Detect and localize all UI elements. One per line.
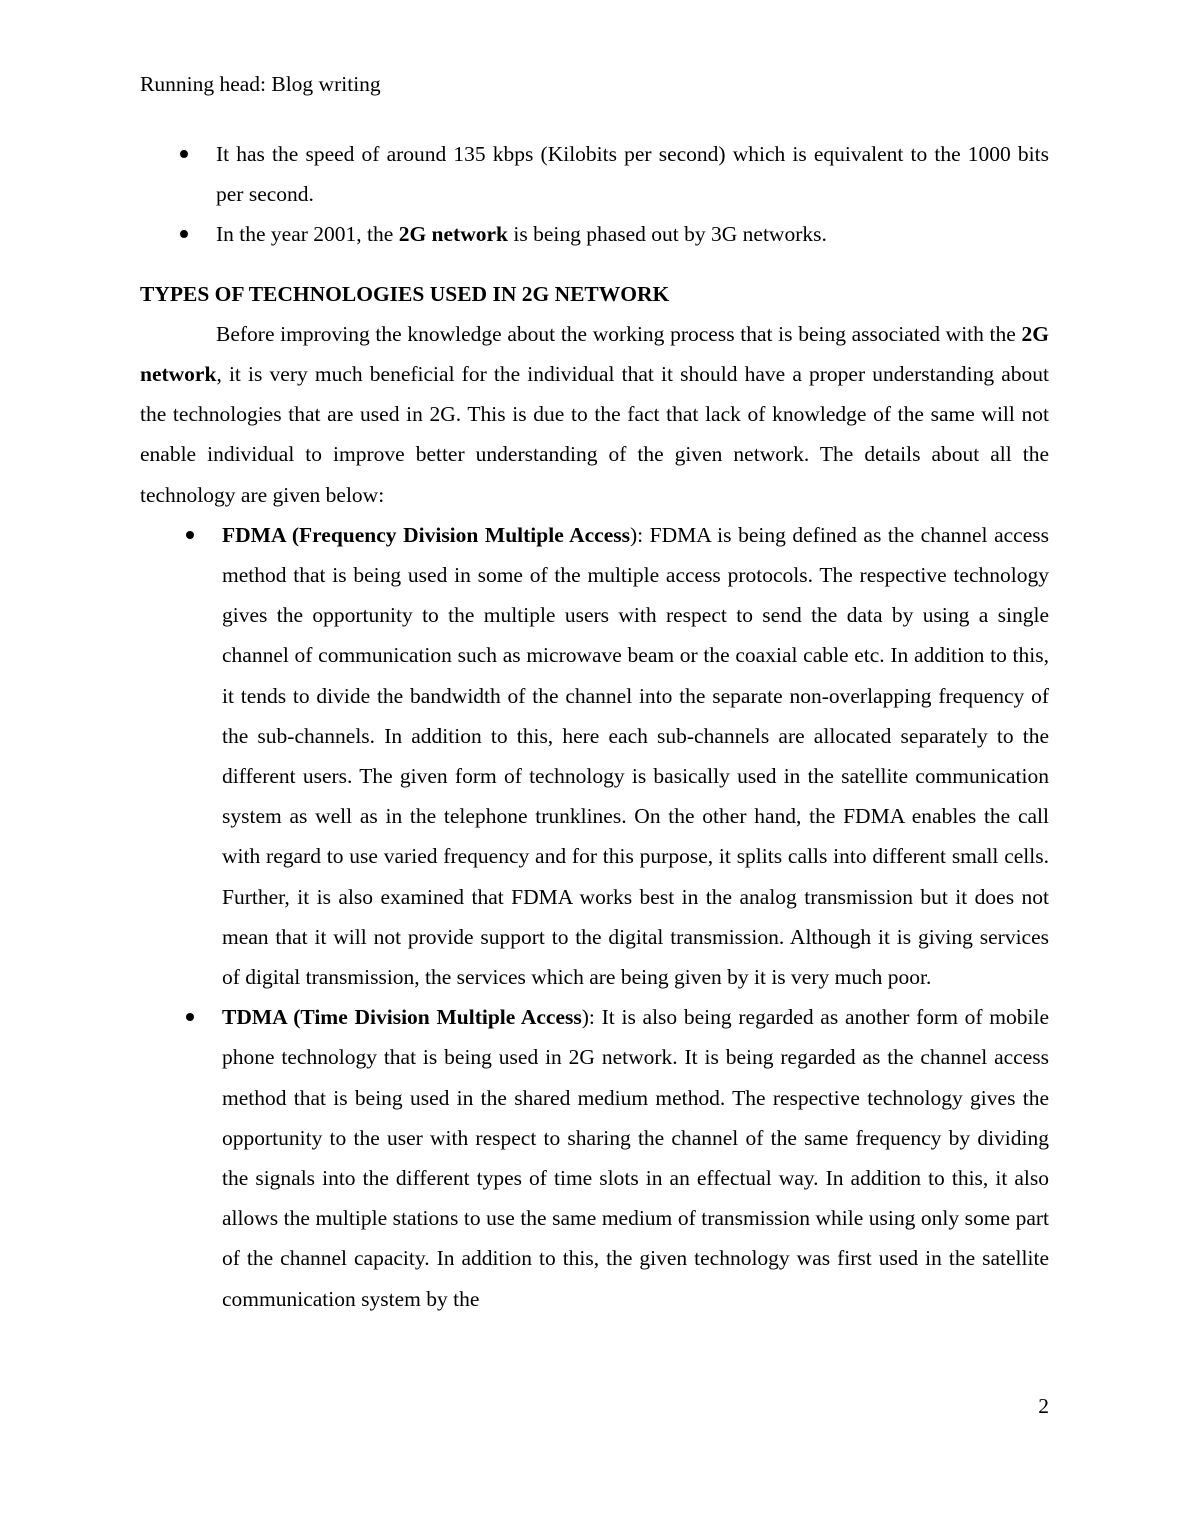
page-number: 2: [1038, 1394, 1049, 1418]
technology-term: FDMA (Frequency Division Multiple Access: [222, 522, 630, 547]
bullet-icon: [186, 1013, 194, 1021]
page-content: [140, 134, 1049, 1319]
list-item-text-pre: In the year 2001, the: [216, 222, 399, 247]
bullet-icon: [186, 531, 194, 539]
bullet-icon: [180, 150, 188, 158]
technology-description: ): FDMA is being defined as the channel access method that is being used in some of the multiple access protocols. The respective technology gives the opportunity to the multiple users with respect to send the data by using a single channel of communication such as microwave beam or the coaxial cable etc. In addition to this, it tends to divide the bandwidth of the channel into the separate non-overlapping frequency of the sub-channels. In addition to this, here each sub-channels are allocated separately to the different users. The given form of technology is basically used in the satellite communication system as well as in the telephone trunklines. On the other hand, the FDMA enables the call with regard to use varied frequency and for this purpose, it splits calls into different small cells. Further, it is also examined that FDMA works best in the analog transmission but it does not mean that it will not provide support to the digital transmission. Although it is giving services of digital transmission, the services which are being given by it is very much poor.: [222, 522, 1049, 990]
technology-term: TDMA (Time Division Multiple Access: [222, 1005, 582, 1030]
list-item-text-post: is being phased out by 3G networks.: [507, 222, 827, 247]
list-item: [140, 997, 1049, 1319]
paragraph-text-pre: Before improving the knowledge about the working process that is being associated with the: [216, 321, 1022, 346]
intro-bullet-list: [140, 134, 1049, 255]
list-item: [140, 515, 1049, 997]
paragraph-text-post: , it is very much beneficial for the individual that it should have a proper understanding about the technologies that are used in 2G. This is due to the fact that lack of knowledge of the same will not enable individual to improve better understanding of the given network. The details about all the technology are given below:: [140, 362, 1049, 507]
bullet-icon: [180, 230, 188, 238]
technology-description: ): It is also being regarded as another form of mobile phone technology that is being used in 2G network. It is being regarded as the channel access method that is being used in the shared medium method. The respective technology gives the opportunity to the user with respect to sharing the channel of the same frequency by dividing the signals into the different types of time slots in an effectual way. In addition to this, it also allows the multiple stations to use the same medium of transmission while using only some part of the channel capacity. In addition to this, the given technology was first used in the satellite communication system by the: [222, 1005, 1050, 1311]
technology-bullet-list: [140, 515, 1049, 1319]
list-item-bold-term: 2G network: [398, 222, 508, 247]
section-paragraph: [140, 314, 1049, 515]
section-heading: TYPES OF TECHNOLOGIES USED IN 2G NETWORK: [140, 281, 670, 306]
list-item: [140, 134, 1049, 214]
list-item: [140, 214, 1049, 254]
paragraph-bold-term: 2G network: [140, 321, 1049, 387]
running-head: Running head: Blog writing: [140, 72, 381, 96]
list-item-text: It has the speed of around 135 kbps (Kilobits per second) which is equivalent to the 1000 bits per second.: [216, 142, 1049, 207]
